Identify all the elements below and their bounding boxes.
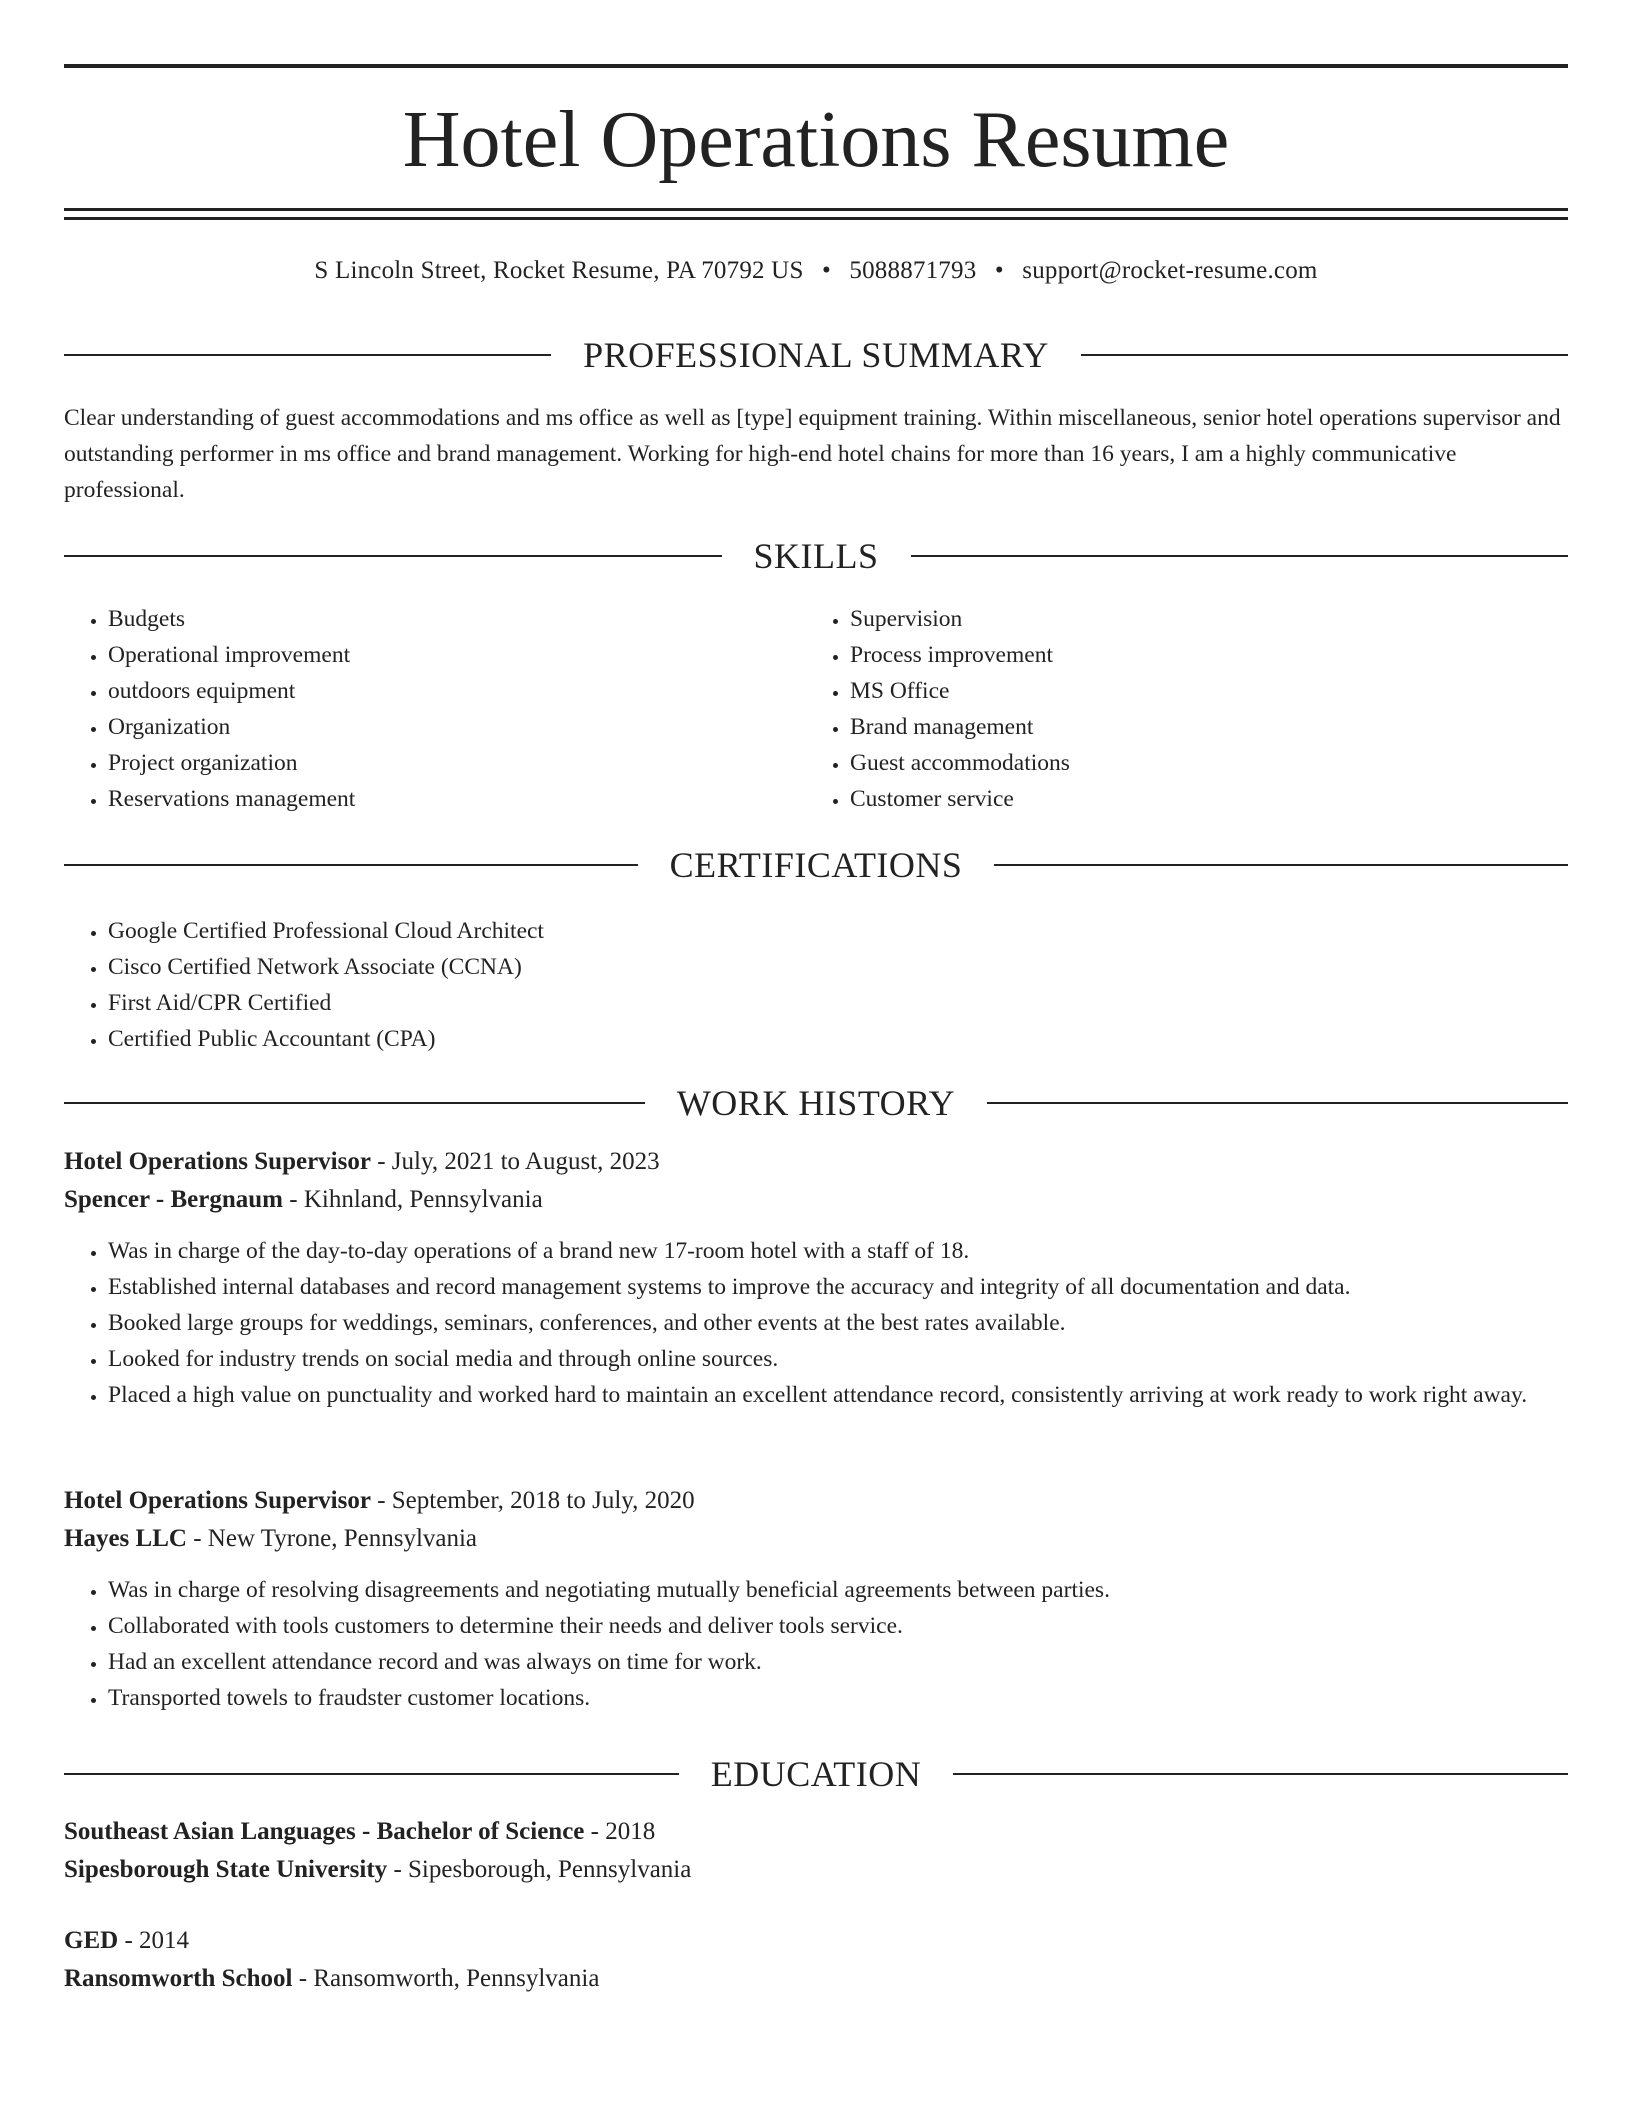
list-item: • outdoors equipment: [108, 673, 806, 709]
section-title: SKILLS: [753, 536, 879, 576]
work-entry: [64, 1482, 1568, 1716]
section-rule: [64, 1773, 679, 1775]
list-item: • Cisco Certified Network Associate (CCNA): [108, 949, 1568, 985]
list-item: • Budgets: [108, 601, 806, 637]
section-rule: [64, 354, 551, 356]
list-item: • Had an excellent attendance record and was always on time for work.: [108, 1644, 1568, 1680]
job-location: Kihnland, Pennsylvania: [303, 1186, 543, 1213]
list-item: • Organization: [108, 709, 806, 745]
job-location: New Tyrone, Pennsylvania: [207, 1525, 478, 1552]
list-item: • First Aid/CPR Certified: [108, 985, 1568, 1021]
job-bullets: [64, 1233, 1568, 1413]
section-header-skills: [64, 534, 1568, 578]
job-title-line: Hotel Operations Supervisor - September, 2018 to July, 2020: [64, 1487, 695, 1514]
job-dates: July, 2021 to August, 2023: [391, 1148, 660, 1175]
list-item: • Transported towels to fraudster customer locations.: [108, 1680, 1568, 1716]
job-company: Hayes LLC: [64, 1525, 187, 1552]
top-rule: [64, 64, 1568, 68]
section-title: EDUCATION: [710, 1754, 922, 1794]
section-rule: [911, 555, 1569, 557]
job-dates: September, 2018 to July, 2020: [391, 1487, 695, 1514]
section-header-certifications: [64, 843, 1568, 887]
list-item: • Placed a high value on punctuality and worked hard to maintain an excellent attendance record, consistently arriving at work ready to work right away.: [108, 1377, 1568, 1413]
list-item: • Google Certified Professional Cloud Architect: [108, 913, 1568, 949]
edu-school: Sipesborough State University: [64, 1856, 388, 1883]
section-header-education: [64, 1752, 1568, 1796]
list-item: • MS Office: [850, 673, 1548, 709]
job-company-line: Hayes LLC - New Tyrone, Pennsylvania: [64, 1525, 478, 1552]
edu-school: Ransomworth School: [64, 1965, 293, 1992]
skills-list: [64, 601, 1568, 817]
edu-degree: Southeast Asian Languages - Bachelor of Science: [64, 1818, 585, 1845]
section-rule: [1081, 354, 1568, 356]
job-company-line: Spencer - Bergnaum - Kihnland, Pennsylvania: [64, 1186, 543, 1213]
job-company: Spencer - Bergnaum: [64, 1186, 283, 1213]
job-bullets: [64, 1572, 1568, 1716]
job-title: Hotel Operations Supervisor: [64, 1487, 371, 1514]
list-item: • Project organization: [108, 745, 806, 781]
section-rule: [953, 1773, 1568, 1775]
list-item: • Process improvement: [850, 637, 1548, 673]
section-title: PROFESSIONAL SUMMARY: [583, 335, 1049, 375]
work-entry: [64, 1143, 1568, 1413]
education-entry: [64, 1922, 1568, 1998]
list-item: • Operational improvement: [108, 637, 806, 673]
section-rule: [64, 555, 722, 557]
edu-year: 2014: [139, 1927, 190, 1954]
list-item: • Brand management: [850, 709, 1548, 745]
list-item: • Supervision: [850, 601, 1548, 637]
edu-degree-line: Southeast Asian Languages - Bachelor of Science - 2018: [64, 1818, 656, 1845]
section-title: CERTIFICATIONS: [669, 845, 963, 885]
section-rule: [64, 1102, 645, 1104]
skills-column-left: [64, 601, 806, 817]
contact-separator: •: [994, 257, 1004, 284]
education-entry: [64, 1813, 1568, 1889]
list-item: • Looked for industry trends on social media and through online sources.: [108, 1341, 1568, 1377]
list-item: • Certified Public Accountant (CPA): [108, 1021, 1568, 1057]
edu-location: Ransomworth, Pennsylvania: [313, 1965, 600, 1992]
summary-text: Clear understanding of guest accommodations and ms office as well as [type] equipment training. Within miscellaneous, senior hotel operations supervisor and outstanding performer in ms office and brand management. Working for high-end hotel chains for more than 16 years, I am a highly communicative professional.: [64, 405, 1561, 503]
edu-year: 2018: [605, 1818, 656, 1845]
list-item: • Was in charge of resolving disagreements and negotiating mutually beneficial agreements between parties.: [108, 1572, 1568, 1608]
contact-phone: 5088871793: [849, 257, 977, 284]
contact-line: [64, 255, 1568, 287]
contact-separator: •: [822, 257, 831, 284]
section-header-summary: [64, 333, 1568, 377]
list-item: • Guest accommodations: [850, 745, 1548, 781]
list-item: • Established internal databases and record management systems to improve the accuracy and integrity of all documentation and data.: [108, 1269, 1568, 1305]
contact-email: support@rocket-resume.com: [1022, 257, 1318, 284]
edu-location: Sipesborough, Pennsylvania: [408, 1856, 692, 1883]
edu-school-line: Sipesborough State University - Sipesborough, Pennsylvania: [64, 1856, 692, 1883]
section-rule: [987, 1102, 1568, 1104]
page-title: Hotel Operations Resume: [402, 96, 1230, 184]
section-rule: [994, 864, 1568, 866]
edu-degree: GED: [64, 1927, 119, 1954]
title-double-rule: [64, 208, 1568, 220]
list-item: • Collaborated with tools customers to determine their needs and deliver tools service.: [108, 1608, 1568, 1644]
list-item: • Was in charge of the day-to-day operations of a brand new 17-room hotel with a staff of 18.: [108, 1233, 1568, 1269]
edu-school-line: Ransomworth School - Ransomworth, Pennsylvania: [64, 1965, 600, 1992]
section-rule: [64, 864, 638, 866]
list-item: • Reservations management: [108, 781, 806, 817]
job-title-line: Hotel Operations Supervisor - July, 2021 to August, 2023: [64, 1148, 660, 1175]
list-item: • Booked large groups for weddings, seminars, conferences, and other events at the best rates available.: [108, 1305, 1568, 1341]
skills-column-right: [806, 601, 1548, 817]
section-header-work-history: [64, 1081, 1568, 1125]
edu-degree-line: GED - 2014: [64, 1927, 190, 1954]
contact-address: S Lincoln Street, Rocket Resume, PA 70792 US: [314, 257, 804, 284]
section-title: WORK HISTORY: [676, 1083, 956, 1123]
certifications-list: [64, 913, 1568, 1057]
list-item: • Customer service: [850, 781, 1548, 817]
job-title: Hotel Operations Supervisor: [64, 1148, 371, 1175]
